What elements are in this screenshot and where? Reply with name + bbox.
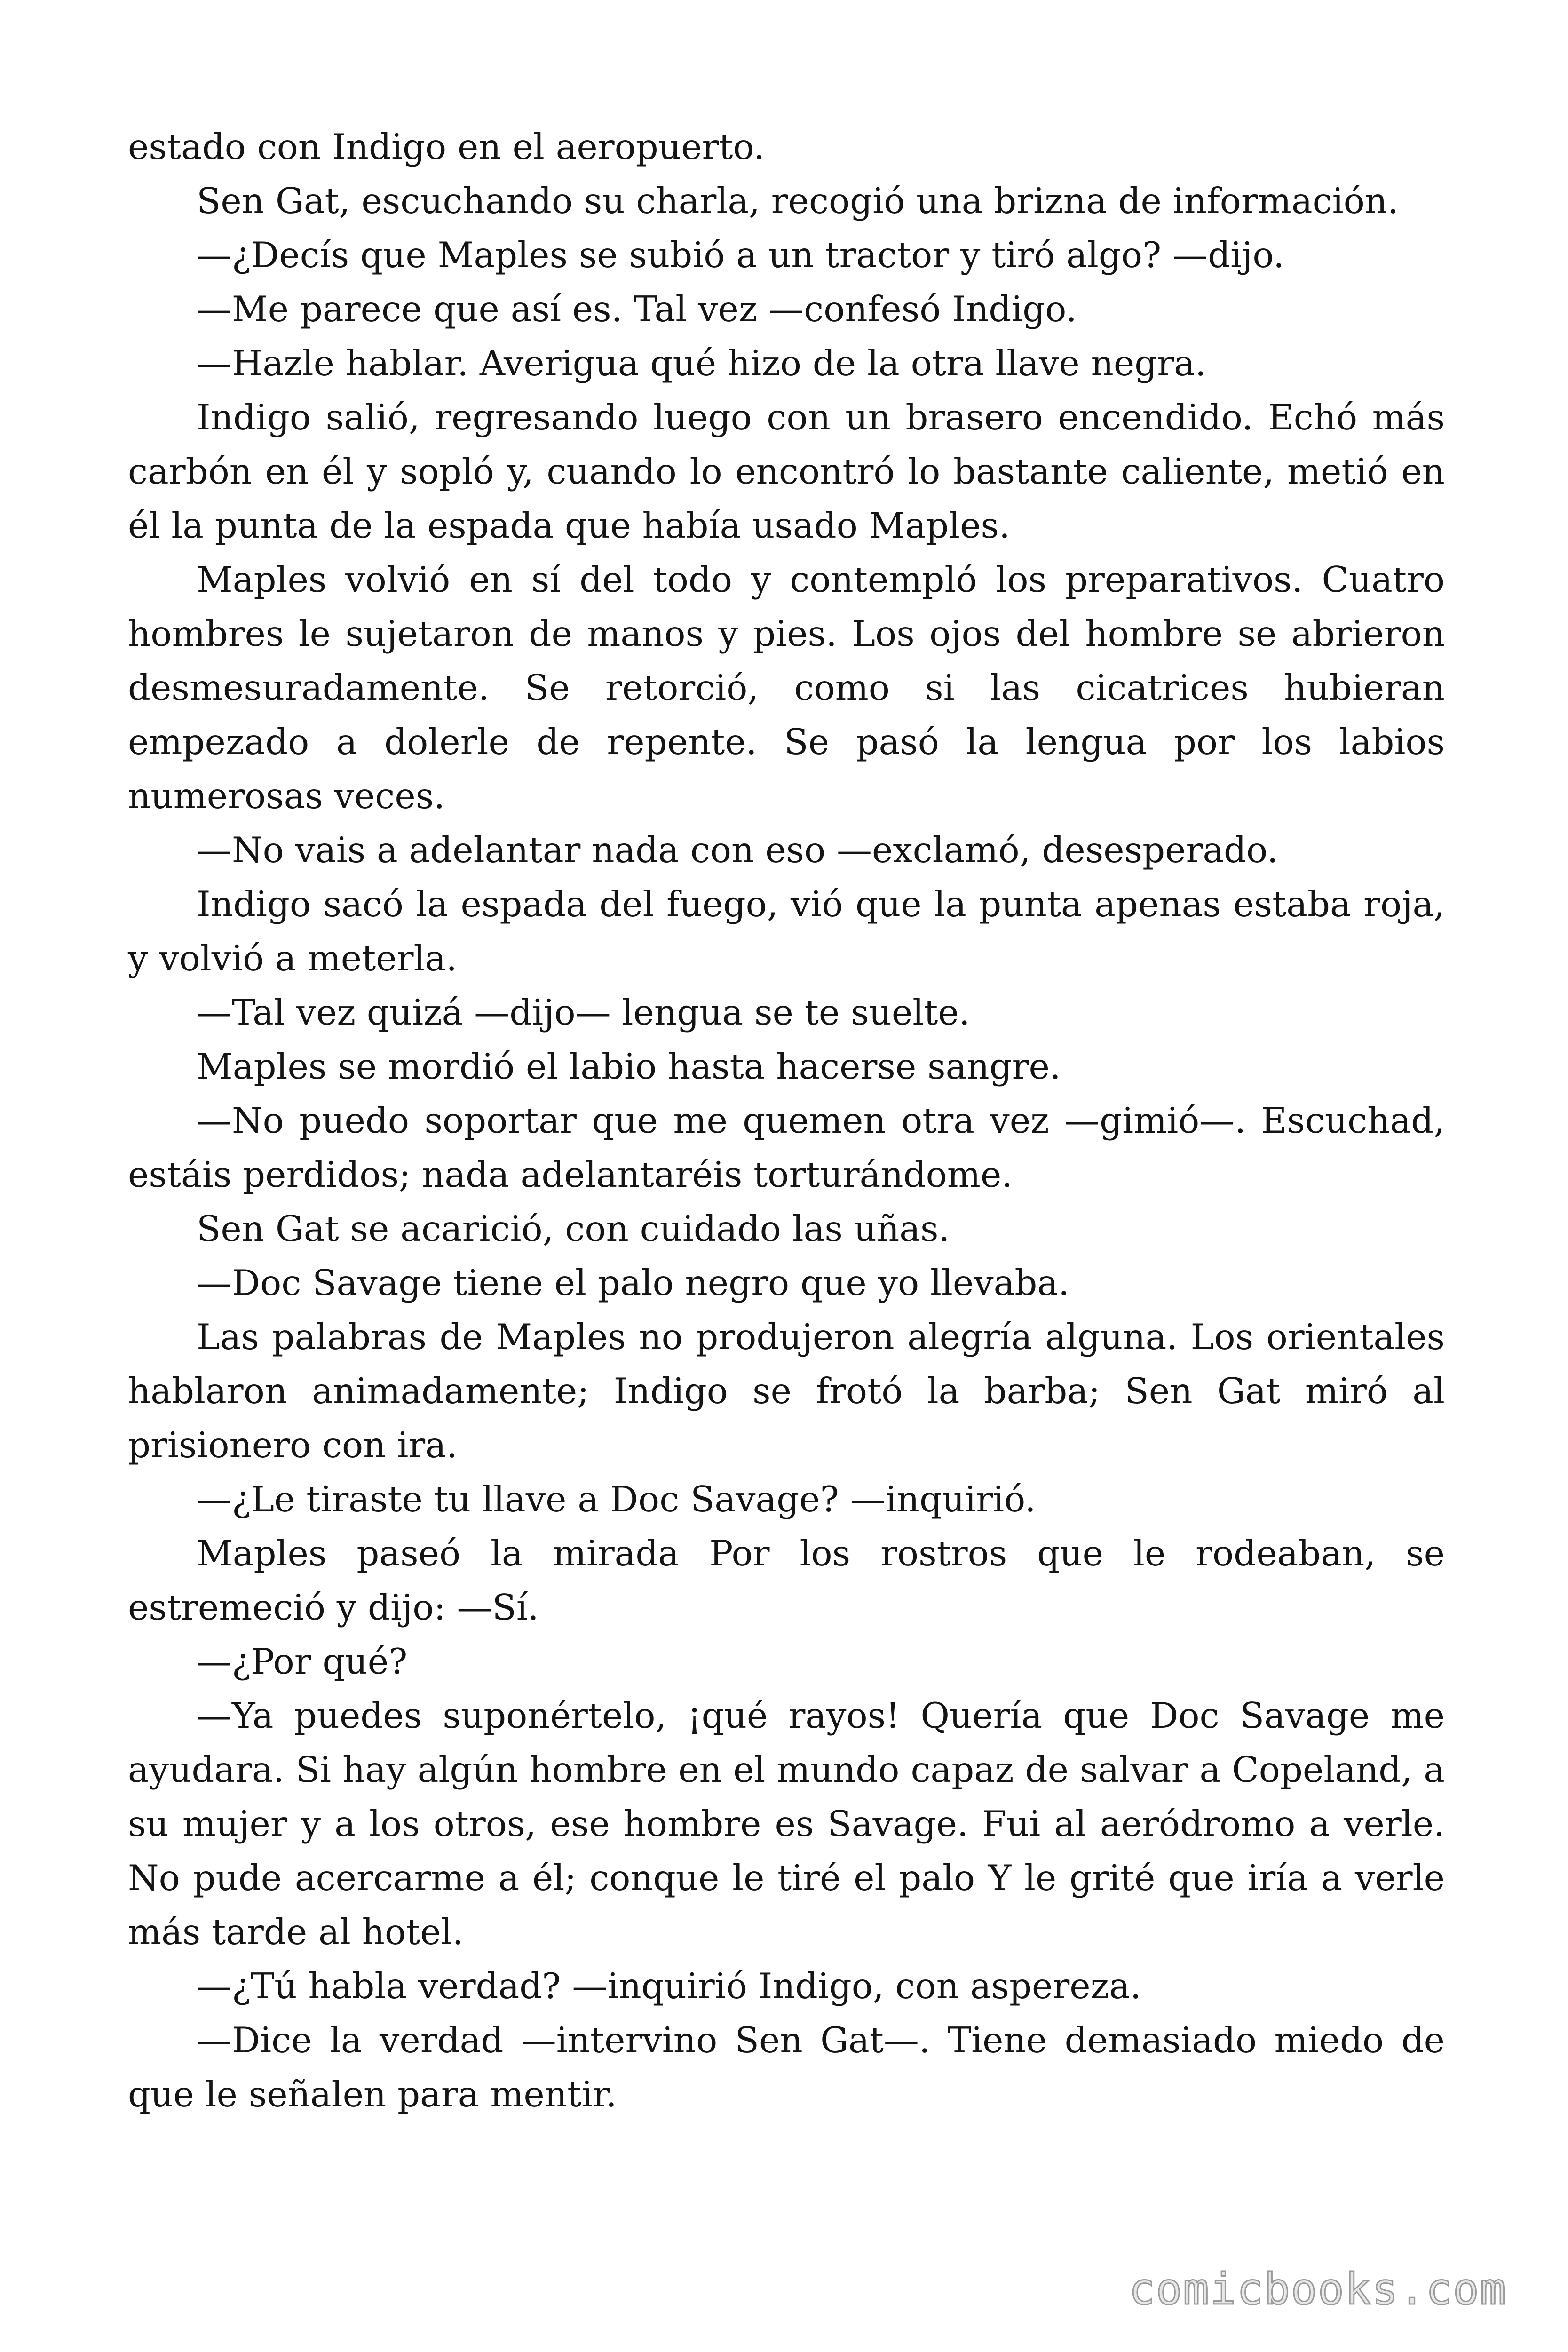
paragraph: —Ya puedes suponértelo, ¡qué rayos! Quería que Doc Savage me ayudara. Si hay algún hombre en el mundo capaz de salvar a Copeland, a su mujer y a los otros, ese hombre es Savage. Fui al aeródromo a verle. No pude acercarme a él; conque le tiré el palo Y le grité que iría a verle más tarde al hotel. xyxy=(128,1695,1445,1953)
paragraph: Indigo sacó la espada del fuego, vió que la punta apenas estaba roja, y volvió a meterla. xyxy=(128,883,1445,979)
paragraph: —¿Tú habla verdad? —inquirió Indigo, con aspereza. xyxy=(197,1965,1141,2007)
paragraph: Indigo salió, regresando luego con un brasero encendido. Echó más carbón en él y sopló y, cuando lo encontró lo bastante caliente, metió en él la punta de la espada que había usado Maples. xyxy=(128,397,1445,546)
paragraph: Maples se mordió el labio hasta hacerse sangre. xyxy=(197,1046,1061,1087)
paragraph: —¿Decís que Maples se subió a un tractor y tiró algo? —dijo. xyxy=(197,234,1285,276)
paragraph: —¿Por qué? xyxy=(197,1641,408,1682)
paragraph: —Tal vez quizá —dijo— lengua se te suelte. xyxy=(197,992,970,1033)
watermark: comicbooks.com xyxy=(1129,2264,1507,2314)
book-page-text xyxy=(128,120,1445,2122)
paragraph: —Dice la verdad —intervino Sen Gat—. Tiene demasiado miedo de que le señalen para mentir. xyxy=(128,2019,1445,2115)
paragraph: —No vais a adelantar nada con eso —exclamó, desesperado. xyxy=(197,829,1278,871)
paragraph: —Me parece que así es. Tal vez —confesó Indigo. xyxy=(197,288,1077,330)
paragraph: —Doc Savage tiene el palo negro que yo llevaba. xyxy=(197,1262,1069,1303)
paragraph: Sen Gat, escuchando su charla, recogió una brizna de información. xyxy=(197,180,1399,222)
paragraph: Maples volvió en sí del todo y contempló los preparativos. Cuatro hombres le sujetaron de manos y pies. Los ojos del hombre se abrieron desmesuradamente. Se retorció, como si las cicatrices hubieran empezado a dolerle de repente. Se pasó la lengua por los labios numerosas veces. xyxy=(128,559,1445,817)
paragraph: Sen Gat se acarició, con cuidado las uñas. xyxy=(197,1208,950,1249)
paragraph: —No puedo soportar que me quemen otra vez —gimió—. Escuchad, estáis perdidos; nada adelantaréis torturándome. xyxy=(128,1100,1445,1195)
paragraph: Maples paseó la mirada Por los rostros que le rodeaban, se estremeció y dijo: —Sí. xyxy=(128,1533,1445,1628)
paragraph: estado con Indigo en el aeropuerto. xyxy=(128,126,765,167)
paragraph: —¿Le tiraste tu llave a Doc Savage? —inquirió. xyxy=(197,1478,1036,1520)
paragraph: Las palabras de Maples no produjeron alegría alguna. Los orientales hablaron animadamente; Indigo se frotó la barba; Sen Gat miró al prisionero con ira. xyxy=(128,1316,1445,1466)
paragraph: —Hazle hablar. Averigua qué hizo de la otra llave negra. xyxy=(197,342,1206,384)
